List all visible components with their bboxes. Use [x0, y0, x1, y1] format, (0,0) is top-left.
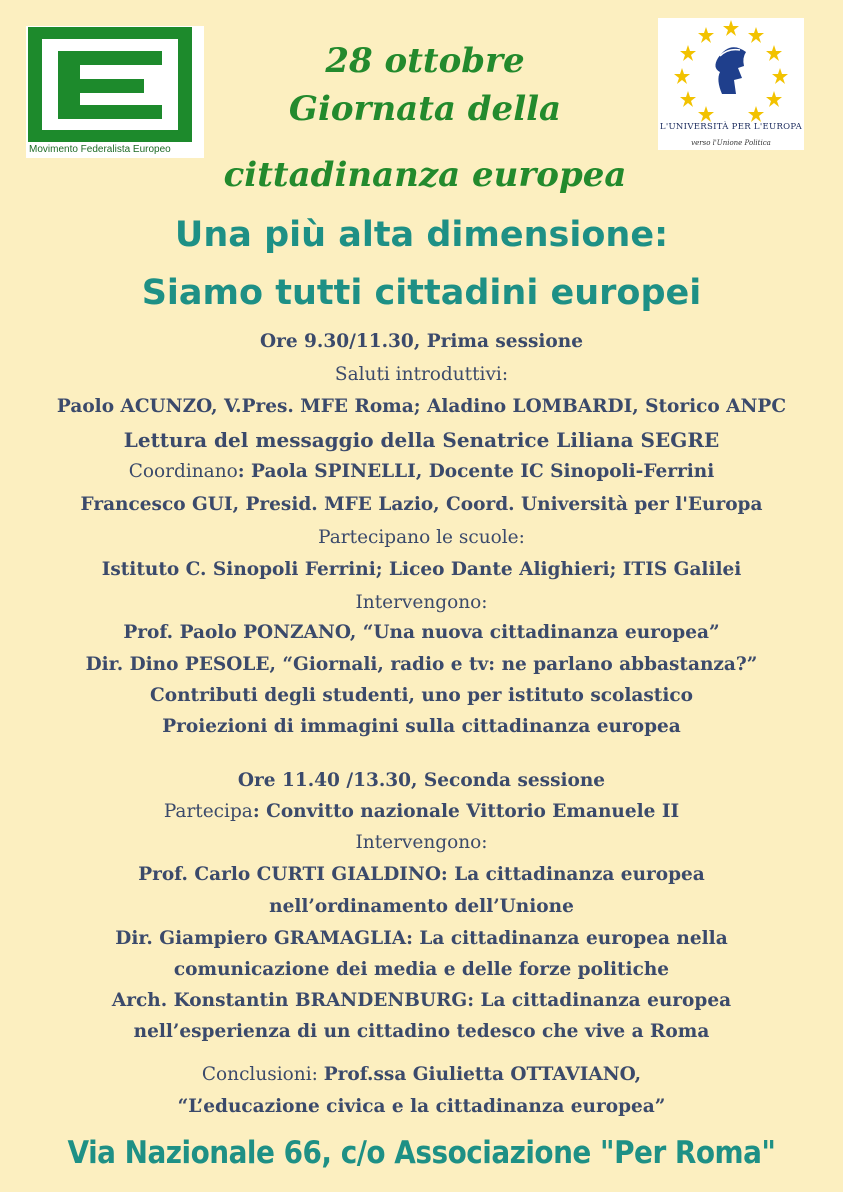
session1-extra-2: Proiezioni di immagini sulla cittadinanza europea — [162, 716, 681, 737]
session1-greetings: Paolo ACUNZO, V.Pres. MFE Roma; Aladino LOMBARDI, Storico ANPC — [56, 396, 787, 417]
event-date: 28 ottobre — [325, 41, 525, 81]
session2-speaker-1a: Prof. Carlo CURTI GIALDINO: La cittadinanza europea — [138, 864, 705, 885]
session2-speaker-2a: Dir. Giampiero GRAMAGLIA: La cittadinanza europea nella — [115, 928, 728, 949]
session1-schools: Istituto C. Sinopoli Ferrini; Liceo Dante Alighieri; ITIS Galilei — [101, 559, 742, 580]
session1-message: Lettura del messaggio della Senatrice Liliana SEGRE — [123, 428, 720, 452]
universita-europa-logo — [658, 18, 804, 150]
venue-address: Via Nazionale 66, c/o Associazione "Per Roma" — [67, 1135, 776, 1171]
session1-coord-label: Coordinano — [128, 461, 238, 482]
mfe-logo — [26, 26, 204, 158]
conclusions-title: “L’educazione civica e la cittadinanza europea” — [177, 1096, 666, 1117]
session2-participant-label: Partecipa — [163, 801, 253, 822]
session1-heading — [0, 333, 843, 352]
session2-speaker-2b: comunicazione dei media e delle forze politiche — [173, 959, 670, 980]
mfe-logo-mark — [28, 27, 192, 142]
session1-schools-label: Partecipano le scuole: — [318, 527, 525, 548]
session1-extra-1: Contributi degli studenti, uno per istituto scolastico — [150, 685, 693, 706]
universita-europa-motto: verso l'Unione Politica — [691, 139, 771, 147]
session1-speaker-2: Dir. Dino PESOLE, “Giornali, radio e tv: ne parlano abbastanza?” — [85, 654, 758, 675]
mfe-logo-caption: Movimento Federalista Europeo — [29, 144, 171, 155]
conclusions-label: Conclusioni: — [201, 1064, 324, 1085]
session1-greetings-label: Saluti introduttivi: — [334, 364, 509, 385]
session2-speaker-3a: Arch. Konstantin BRANDENBURG: La cittadinanza europea — [111, 990, 732, 1011]
headline-line1: Una più alta dimensione: — [174, 215, 669, 255]
session2-speakers-label: Intervengono: — [355, 832, 488, 853]
session2-speaker-1b: nell’ordinamento dell’Unione — [269, 896, 574, 917]
session1-speakers-label: Intervengono: — [355, 592, 488, 613]
session1-coord-1: : Paola SPINELLI, Docente IC Sinopoli-Ferrini — [237, 461, 715, 482]
headline-line2: Siamo tutti cittadini europei — [141, 273, 702, 313]
session1-speaker-1: Prof. Paolo PONZANO, “Una nuova cittadinanza europea” — [123, 622, 720, 643]
session2-participant-name: : Convitto nazionale Vittorio Emanuele II — [252, 801, 680, 822]
session1-name: , Prima sessione — [413, 331, 583, 352]
session1-coordinators — [0, 463, 843, 482]
session2-participant — [0, 803, 843, 822]
session2-speaker-3b: nell’esperienza di un cittadino tedesco che vive a Roma — [133, 1021, 710, 1042]
conclusions-speaker: Prof.ssa Giulietta OTTAVIANO, — [323, 1064, 642, 1085]
universita-europa-name: L'UNIVERSITÀ PER L'EUROPA — [659, 122, 803, 132]
session1-time: Ore 9.30/11.30 — [259, 331, 414, 352]
session2-heading: Ore 11.40 /13.30, Seconda sessione — [237, 770, 606, 791]
session2-conclusions — [0, 1066, 843, 1085]
event-title-line2: cittadinanza europea — [223, 155, 627, 195]
event-title-line1: Giornata della — [288, 89, 562, 129]
star-circle-icon — [658, 18, 804, 122]
session1-coord-2: Francesco GUI, Presid. MFE Lazio, Coord. Università per l'Europa — [80, 494, 763, 515]
athena-helmet-icon — [715, 47, 746, 94]
